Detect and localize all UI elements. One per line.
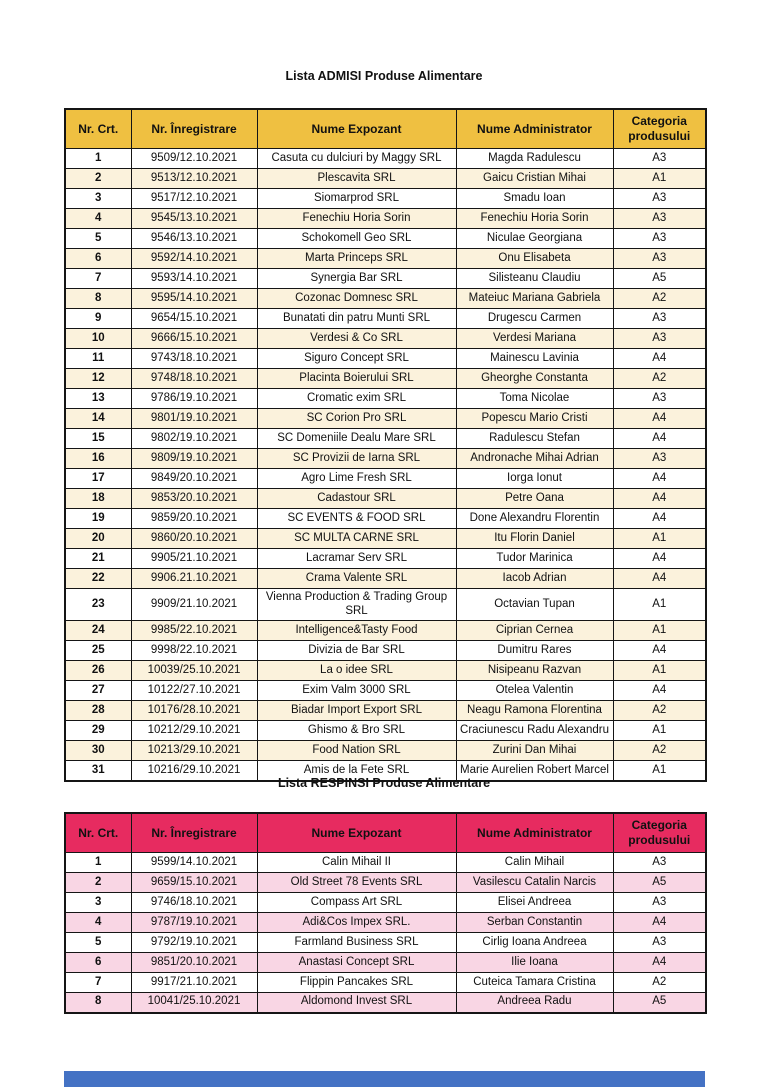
table-row	[65, 309, 706, 329]
cell-nume-administrator: Craciunescu Radu Alexandru	[456, 721, 613, 741]
cell-nr-crt: 9	[65, 309, 131, 329]
cell-nume-administrator: Andronache Mihai Adrian	[456, 449, 613, 469]
cell-categoria-produsului: A4	[613, 913, 706, 933]
cell-nr-inregistrare: 10176/28.10.2021	[131, 701, 257, 721]
cell-nr-crt: 25	[65, 641, 131, 661]
table-row	[65, 953, 706, 973]
cell-categoria-produsului: A4	[613, 489, 706, 509]
cell-categoria-produsului: A1	[613, 661, 706, 681]
cell-nume-expozant: Placinta Boierului SRL	[257, 369, 456, 389]
cell-nume-expozant: Ghismo & Bro SRL	[257, 721, 456, 741]
cell-nr-inregistrare: 9593/14.10.2021	[131, 269, 257, 289]
cell-nume-expozant: La o idee SRL	[257, 661, 456, 681]
cell-nr-crt: 3	[65, 893, 131, 913]
cell-nume-administrator: Verdesi Mariana	[456, 329, 613, 349]
cell-nr-inregistrare: 9860/20.10.2021	[131, 529, 257, 549]
cell-categoria-produsului: A4	[613, 953, 706, 973]
cell-nr-inregistrare: 10122/27.10.2021	[131, 681, 257, 701]
cell-nr-inregistrare: 9859/20.10.2021	[131, 509, 257, 529]
cell-nr-inregistrare: 9509/12.10.2021	[131, 149, 257, 169]
cell-categoria-produsului: A3	[613, 189, 706, 209]
cell-nume-administrator: Zurini Dan Mihai	[456, 741, 613, 761]
cell-nr-crt: 8	[65, 993, 131, 1013]
cell-nume-expozant: Marta Princeps SRL	[257, 249, 456, 269]
cell-nume-administrator: Serban Constantin	[456, 913, 613, 933]
cell-nr-inregistrare: 9917/21.10.2021	[131, 973, 257, 993]
admisi-col-header-nume-administrator: Nume Administrator	[456, 109, 613, 149]
cell-nr-inregistrare: 9906.21.10.2021	[131, 569, 257, 589]
cell-nume-administrator: Mainescu Lavinia	[456, 349, 613, 369]
respinsi-list-title: Lista RESPINSI Produse Alimentare	[277, 776, 491, 790]
admisi-table	[64, 108, 707, 782]
cell-nr-inregistrare: 9801/19.10.2021	[131, 409, 257, 429]
cell-categoria-produsului: A5	[613, 269, 706, 289]
table-row	[65, 873, 706, 893]
cell-nr-crt: 13	[65, 389, 131, 409]
table-row	[65, 509, 706, 529]
table-row	[65, 209, 706, 229]
cell-nr-inregistrare: 9792/19.10.2021	[131, 933, 257, 953]
cell-nr-inregistrare: 9746/18.10.2021	[131, 893, 257, 913]
cell-nume-expozant: Siomarprod SRL	[257, 189, 456, 209]
table-row	[65, 529, 706, 549]
cell-nume-expozant: Schokomell Geo SRL	[257, 229, 456, 249]
cell-categoria-produsului: A3	[613, 249, 706, 269]
cell-nume-administrator: Mateiuc Mariana Gabriela	[456, 289, 613, 309]
cell-categoria-produsului: A4	[613, 509, 706, 529]
cell-nume-expozant: SC Provizii de Iarna SRL	[257, 449, 456, 469]
respinsi-col-header-nr-inregistrare: Nr. Înregistrare	[131, 813, 257, 853]
table-row	[65, 289, 706, 309]
table-row	[65, 369, 706, 389]
admisi-col-header-nr-inregistrare: Nr. Înregistrare	[131, 109, 257, 149]
cell-nr-inregistrare: 9513/12.10.2021	[131, 169, 257, 189]
table-row	[65, 349, 706, 369]
cell-categoria-produsului: A4	[613, 429, 706, 449]
cell-nr-crt: 2	[65, 873, 131, 893]
table-row	[65, 229, 706, 249]
table-row	[65, 913, 706, 933]
table-row	[65, 569, 706, 589]
cell-nume-expozant: SC Corion Pro SRL	[257, 409, 456, 429]
table-row	[65, 641, 706, 661]
cell-nr-crt: 14	[65, 409, 131, 429]
cell-categoria-produsului: A3	[613, 933, 706, 953]
cell-nume-expozant: Cromatic exim SRL	[257, 389, 456, 409]
cell-nume-expozant: Aldomond Invest SRL	[257, 993, 456, 1013]
cell-nume-administrator: Radulescu Stefan	[456, 429, 613, 449]
cell-nr-crt: 5	[65, 933, 131, 953]
cell-nume-expozant: Agro Lime Fresh SRL	[257, 469, 456, 489]
table-row	[65, 721, 706, 741]
cell-categoria-produsului: A2	[613, 289, 706, 309]
cell-nume-expozant: Amis de la Fete SRL	[257, 761, 456, 781]
cell-nume-expozant: Cozonac Domnesc SRL	[257, 289, 456, 309]
cell-nr-inregistrare: 9666/15.10.2021	[131, 329, 257, 349]
admisi-list-title: Lista ADMISI Produse Alimentare	[285, 69, 483, 83]
cell-categoria-produsului: A4	[613, 681, 706, 701]
cell-nume-administrator: Silisteanu Claudiu	[456, 269, 613, 289]
cell-nr-inregistrare: 9809/19.10.2021	[131, 449, 257, 469]
cell-nume-expozant: Fenechiu Horia Sorin	[257, 209, 456, 229]
cell-categoria-produsului: A3	[613, 389, 706, 409]
cell-nr-inregistrare: 9595/14.10.2021	[131, 289, 257, 309]
table-row	[65, 269, 706, 289]
cell-nume-expozant: Intelligence&Tasty Food	[257, 621, 456, 641]
cell-nume-expozant: Anastasi Concept SRL	[257, 953, 456, 973]
cell-nr-inregistrare: 9517/12.10.2021	[131, 189, 257, 209]
table-row	[65, 169, 706, 189]
cell-nr-crt: 12	[65, 369, 131, 389]
cell-nume-expozant: Food Nation SRL	[257, 741, 456, 761]
cell-nr-crt: 26	[65, 661, 131, 681]
cell-nume-administrator: Gaicu Cristian Mihai	[456, 169, 613, 189]
cell-nume-administrator: Gheorghe Constanta	[456, 369, 613, 389]
admisi-col-header-nume-expozant: Nume Expozant	[257, 109, 456, 149]
cell-nume-administrator: Octavian Tupan	[456, 589, 613, 621]
cell-categoria-produsului: A4	[613, 469, 706, 489]
cell-nr-crt: 7	[65, 269, 131, 289]
cell-nume-administrator: Popescu Mario Cristi	[456, 409, 613, 429]
cell-categoria-produsului: A2	[613, 701, 706, 721]
cell-categoria-produsului: A3	[613, 229, 706, 249]
cell-nr-crt: 30	[65, 741, 131, 761]
cell-nume-expozant: Compass Art SRL	[257, 893, 456, 913]
cell-categoria-produsului: A3	[613, 149, 706, 169]
cell-nr-inregistrare: 9546/13.10.2021	[131, 229, 257, 249]
table-row	[65, 429, 706, 449]
table-row	[65, 409, 706, 429]
cell-categoria-produsului: A3	[613, 449, 706, 469]
cell-categoria-produsului: A4	[613, 641, 706, 661]
cell-nume-expozant: Casuta cu dulciuri by Maggy SRL	[257, 149, 456, 169]
cell-nume-administrator: Itu Florin Daniel	[456, 529, 613, 549]
cell-nume-expozant: Exim Valm 3000 SRL	[257, 681, 456, 701]
cell-nr-inregistrare: 9654/15.10.2021	[131, 309, 257, 329]
cell-nume-administrator: Done Alexandru Florentin	[456, 509, 613, 529]
respinsi-col-header-nume-administrator: Nume Administrator	[456, 813, 613, 853]
cell-categoria-produsului: A4	[613, 409, 706, 429]
cell-nr-inregistrare: 9599/14.10.2021	[131, 853, 257, 873]
cell-nr-crt: 17	[65, 469, 131, 489]
cell-nr-inregistrare: 9849/20.10.2021	[131, 469, 257, 489]
cell-nr-inregistrare: 10213/29.10.2021	[131, 741, 257, 761]
cell-nr-crt: 28	[65, 701, 131, 721]
cell-nr-crt: 27	[65, 681, 131, 701]
cell-nume-administrator: Petre Oana	[456, 489, 613, 509]
table-row	[65, 589, 706, 621]
cell-nr-crt: 21	[65, 549, 131, 569]
cell-categoria-produsului: A2	[613, 741, 706, 761]
table-row	[65, 469, 706, 489]
cell-nr-inregistrare: 9985/22.10.2021	[131, 621, 257, 641]
table-row	[65, 741, 706, 761]
respinsi-col-header-nr-crt: Nr. Crt.	[65, 813, 131, 853]
cell-nume-expozant: Farmland Business SRL	[257, 933, 456, 953]
table-row	[65, 701, 706, 721]
cell-nr-inregistrare: 9748/18.10.2021	[131, 369, 257, 389]
cell-nr-crt: 18	[65, 489, 131, 509]
cell-nr-inregistrare: 10216/29.10.2021	[131, 761, 257, 781]
cell-nr-crt: 1	[65, 149, 131, 169]
cell-nr-crt: 20	[65, 529, 131, 549]
cell-nume-administrator: Ilie Ioana	[456, 953, 613, 973]
cell-nr-crt: 29	[65, 721, 131, 741]
cell-nr-crt: 4	[65, 209, 131, 229]
cell-nr-inregistrare: 10039/25.10.2021	[131, 661, 257, 681]
cell-nr-inregistrare: 9853/20.10.2021	[131, 489, 257, 509]
cell-categoria-produsului: A1	[613, 621, 706, 641]
cell-nume-administrator: Vasilescu Catalin Narcis	[456, 873, 613, 893]
admisi-header-row	[65, 109, 706, 149]
clipped-next-table-header-bar	[64, 1071, 705, 1087]
cell-nr-inregistrare: 9787/19.10.2021	[131, 913, 257, 933]
cell-nr-crt: 16	[65, 449, 131, 469]
table-row	[65, 621, 706, 641]
cell-categoria-produsului: A3	[613, 893, 706, 913]
cell-categoria-produsului: A3	[613, 309, 706, 329]
cell-nume-administrator: Andreea Radu	[456, 993, 613, 1013]
cell-nr-inregistrare: 9802/19.10.2021	[131, 429, 257, 449]
cell-nr-inregistrare: 9909/21.10.2021	[131, 589, 257, 621]
cell-nr-crt: 11	[65, 349, 131, 369]
cell-nume-administrator: Cuteica Tamara Cristina	[456, 973, 613, 993]
cell-categoria-produsului: A2	[613, 973, 706, 993]
cell-categoria-produsului: A1	[613, 721, 706, 741]
cell-nume-administrator: Toma Nicolae	[456, 389, 613, 409]
table-row	[65, 489, 706, 509]
cell-nr-inregistrare: 9905/21.10.2021	[131, 549, 257, 569]
cell-nr-crt: 31	[65, 761, 131, 781]
cell-nume-administrator: Tudor Marinica	[456, 549, 613, 569]
cell-nr-crt: 7	[65, 973, 131, 993]
cell-nume-expozant: Adi&Cos Impex SRL.	[257, 913, 456, 933]
cell-nume-expozant: SC MULTA CARNE SRL	[257, 529, 456, 549]
cell-nume-administrator: Magda Radulescu	[456, 149, 613, 169]
cell-nr-crt: 4	[65, 913, 131, 933]
cell-nume-administrator: Ciprian Cernea	[456, 621, 613, 641]
cell-nume-administrator: Drugescu Carmen	[456, 309, 613, 329]
cell-nume-administrator: Iorga Ionut	[456, 469, 613, 489]
table-row	[65, 389, 706, 409]
respinsi-col-header-categoria-produsului: Categoria produsului	[613, 813, 706, 853]
cell-categoria-produsului: A5	[613, 993, 706, 1013]
cell-nr-inregistrare: 9998/22.10.2021	[131, 641, 257, 661]
admisi-col-header-nr-crt: Nr. Crt.	[65, 109, 131, 149]
table-row	[65, 329, 706, 349]
cell-nume-administrator: Neagu Ramona Florentina	[456, 701, 613, 721]
cell-nume-expozant: Lacramar Serv SRL	[257, 549, 456, 569]
cell-nume-administrator: Smadu Ioan	[456, 189, 613, 209]
cell-nr-crt: 23	[65, 589, 131, 621]
table-row	[65, 681, 706, 701]
table-row	[65, 973, 706, 993]
cell-nr-inregistrare: 9743/18.10.2021	[131, 349, 257, 369]
cell-categoria-produsului: A1	[613, 529, 706, 549]
table-row	[65, 549, 706, 569]
cell-nr-crt: 19	[65, 509, 131, 529]
cell-nume-expozant: Cadastour SRL	[257, 489, 456, 509]
cell-nume-expozant: Divizia de Bar SRL	[257, 641, 456, 661]
cell-categoria-produsului: A3	[613, 209, 706, 229]
cell-nume-administrator: Dumitru Rares	[456, 641, 613, 661]
cell-categoria-produsului: A3	[613, 329, 706, 349]
cell-nume-administrator: Iacob Adrian	[456, 569, 613, 589]
cell-nr-crt: 5	[65, 229, 131, 249]
cell-nume-administrator: Fenechiu Horia Sorin	[456, 209, 613, 229]
cell-categoria-produsului: A4	[613, 349, 706, 369]
cell-categoria-produsului: A2	[613, 369, 706, 389]
cell-nume-expozant: Calin Mihail II	[257, 853, 456, 873]
cell-nr-inregistrare: 9659/15.10.2021	[131, 873, 257, 893]
cell-nr-crt: 2	[65, 169, 131, 189]
cell-nr-inregistrare: 9592/14.10.2021	[131, 249, 257, 269]
cell-categoria-produsului: A3	[613, 853, 706, 873]
cell-categoria-produsului: A1	[613, 589, 706, 621]
cell-categoria-produsului: A5	[613, 873, 706, 893]
cell-nr-crt: 1	[65, 853, 131, 873]
respinsi-header-row	[65, 813, 706, 853]
cell-nume-administrator: Marie Aurelien Robert Marcel	[456, 761, 613, 781]
cell-nr-crt: 22	[65, 569, 131, 589]
cell-nr-inregistrare: 10041/25.10.2021	[131, 993, 257, 1013]
cell-nume-administrator: Elisei Andreea	[456, 893, 613, 913]
cell-nume-administrator: Cirlig Ioana Andreea	[456, 933, 613, 953]
cell-nr-crt: 24	[65, 621, 131, 641]
cell-nr-crt: 3	[65, 189, 131, 209]
cell-nume-administrator: Calin Mihail	[456, 853, 613, 873]
admisi-col-header-categoria-produsului: Categoria produsului	[613, 109, 706, 149]
cell-categoria-produsului: A1	[613, 761, 706, 781]
cell-nr-inregistrare: 9545/13.10.2021	[131, 209, 257, 229]
cell-nume-expozant: Vienna Production & Trading Group SRL	[257, 589, 456, 621]
cell-nr-crt: 6	[65, 953, 131, 973]
cell-nume-administrator: Otelea Valentin	[456, 681, 613, 701]
table-row	[65, 661, 706, 681]
cell-nr-crt: 15	[65, 429, 131, 449]
cell-nume-expozant: Old Street 78 Events SRL	[257, 873, 456, 893]
cell-nume-expozant: Verdesi & Co SRL	[257, 329, 456, 349]
cell-nume-administrator: Niculae Georgiana	[456, 229, 613, 249]
cell-nr-crt: 8	[65, 289, 131, 309]
respinsi-table	[64, 812, 707, 1014]
cell-nume-expozant: Synergia Bar SRL	[257, 269, 456, 289]
cell-nume-expozant: SC EVENTS & FOOD SRL	[257, 509, 456, 529]
cell-nume-administrator: Onu Elisabeta	[456, 249, 613, 269]
table-row	[65, 933, 706, 953]
cell-nume-expozant: Crama Valente SRL	[257, 569, 456, 589]
cell-nr-crt: 10	[65, 329, 131, 349]
table-row	[65, 893, 706, 913]
table-row	[65, 993, 706, 1013]
cell-nume-expozant: Biadar Import Export SRL	[257, 701, 456, 721]
table-row	[65, 249, 706, 269]
cell-nume-expozant: SC Domeniile Dealu Mare SRL	[257, 429, 456, 449]
cell-nume-expozant: Flippin Pancakes SRL	[257, 973, 456, 993]
cell-nume-expozant: Plescavita SRL	[257, 169, 456, 189]
cell-nr-inregistrare: 9786/19.10.2021	[131, 389, 257, 409]
cell-categoria-produsului: A4	[613, 549, 706, 569]
cell-categoria-produsului: A1	[613, 169, 706, 189]
table-row	[65, 189, 706, 209]
cell-nume-expozant: Siguro Concept SRL	[257, 349, 456, 369]
table-row	[65, 449, 706, 469]
cell-nr-inregistrare: 10212/29.10.2021	[131, 721, 257, 741]
cell-nr-crt: 6	[65, 249, 131, 269]
cell-nr-inregistrare: 9851/20.10.2021	[131, 953, 257, 973]
cell-nume-expozant: Bunatati din patru Munti SRL	[257, 309, 456, 329]
cell-nume-administrator: Nisipeanu Razvan	[456, 661, 613, 681]
table-row	[65, 149, 706, 169]
cell-categoria-produsului: A4	[613, 569, 706, 589]
respinsi-col-header-nume-expozant: Nume Expozant	[257, 813, 456, 853]
table-row	[65, 853, 706, 873]
